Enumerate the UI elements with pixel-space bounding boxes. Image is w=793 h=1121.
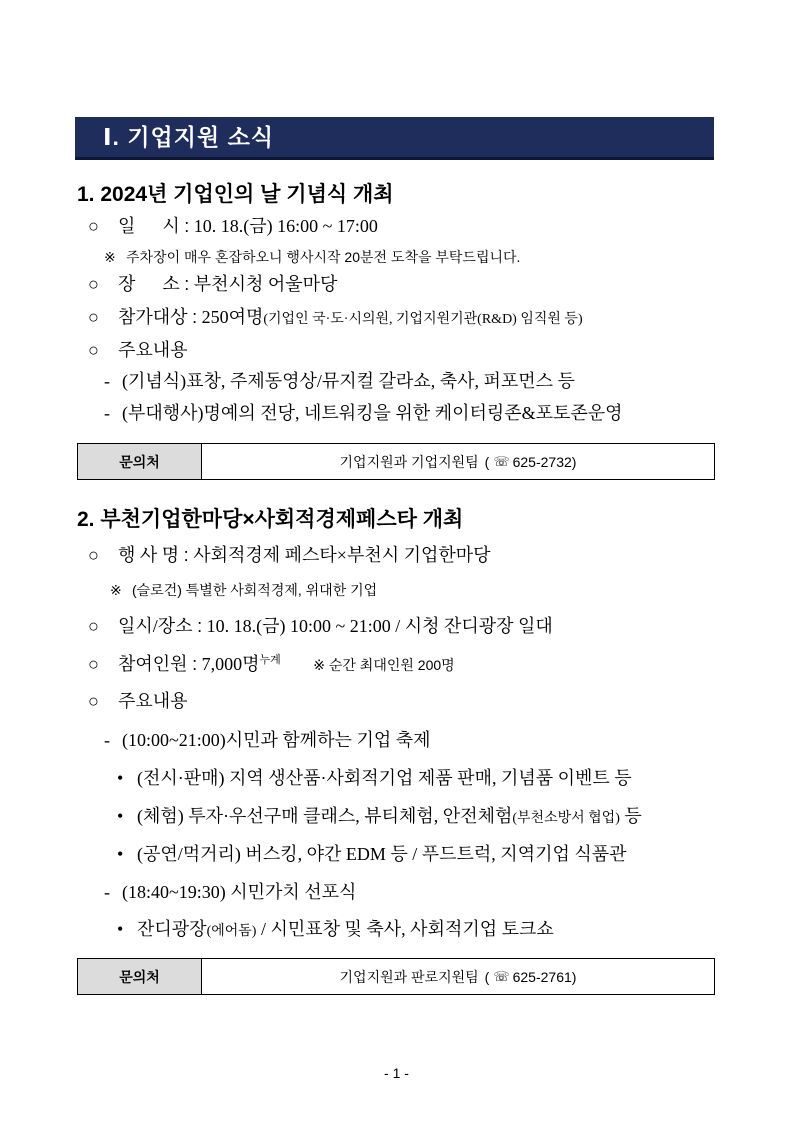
s2-participants-note: ※ 순간 최대인원 200명 bbox=[313, 657, 455, 673]
s2-contact-phone[interactable]: 625-2761 bbox=[512, 968, 572, 985]
page-number: - 1 - bbox=[384, 1065, 409, 1081]
dot-bullet: • bbox=[117, 919, 124, 939]
s2-bullet2-main: 잔디광장 bbox=[137, 919, 207, 939]
s1-date-row bbox=[88, 214, 378, 238]
s1-item-text: (기념식)표창, 주제동영상/뮤지컬 갈라쇼, 축사, 퍼포먼스 등 bbox=[122, 371, 575, 391]
s2-sub1-text: (10:00~21:00)시민과 함께하는 기업 축제 bbox=[122, 730, 431, 750]
s1-date-value: 10. 18.(금) 16:00 ~ 17:00 bbox=[193, 216, 378, 236]
s2-participants-row bbox=[88, 652, 455, 677]
s1-attendee-label: 참가대상 bbox=[118, 307, 188, 327]
s2-contact-value-cell: 기업지원과 판로지원팀 ( ☏ 625-2761 ) bbox=[339, 968, 577, 985]
s2-bullet-tail: 등 bbox=[619, 806, 642, 826]
colon: : bbox=[183, 545, 189, 565]
circle-bullet: ○ bbox=[88, 307, 99, 327]
dot-bullet: • bbox=[117, 768, 124, 788]
s1-place-value: 부천시청 어울마당 bbox=[193, 274, 338, 294]
s2-content-label: 주요내용 bbox=[118, 691, 188, 711]
s2-bullet-small: (부천소방서 협업) bbox=[512, 811, 620, 826]
s2-slogan-note bbox=[110, 578, 377, 604]
s1-attendee-detail: (기업인 국·도·시의원, 기업지원기관(R&D) 임직원 등) bbox=[263, 312, 583, 327]
s2-bullet-item bbox=[117, 766, 632, 790]
note-mark: ※ bbox=[110, 584, 122, 599]
section2-heading: 2. 부천기업한마당×사회적경제페스타 개최 bbox=[77, 508, 464, 531]
s2-bullet2-tail: / 시민표창 및 축사, 사회적기업 토크쇼 bbox=[256, 919, 554, 939]
s1-date-label: 일 시 bbox=[118, 216, 180, 236]
circle-bullet: ○ bbox=[88, 654, 99, 674]
s2-sub-item bbox=[104, 880, 356, 904]
s2-contact-value: 기업지원과 판로지원팀 bbox=[339, 968, 479, 985]
colon: : bbox=[197, 616, 203, 636]
s1-contact-value-cell: 기업지원과 기업지원팀 ( ☏ 625-2732 ) bbox=[339, 453, 577, 470]
s2-bullet-text: (체험) 투자·우선구매 클래스, 뷰티체험, 안전체험 bbox=[137, 806, 513, 826]
s2-datetime-row bbox=[88, 614, 553, 638]
s1-content-label: 주요내용 bbox=[118, 340, 188, 360]
circle-bullet: ○ bbox=[88, 616, 99, 636]
s2-bullet2-small: (에어돔) bbox=[206, 924, 257, 939]
circle-bullet: ○ bbox=[88, 274, 99, 294]
s2-sub-item bbox=[104, 728, 431, 752]
s2-datetime-value: 10. 18.(금) 10:00 ~ 21:00 / 시청 잔디광장 일대 bbox=[206, 616, 553, 636]
s1-item bbox=[104, 369, 575, 393]
dash-bullet: - bbox=[104, 371, 110, 391]
dot-bullet: • bbox=[117, 806, 124, 826]
colon: : bbox=[192, 654, 198, 674]
phone-icon: ☏ bbox=[493, 453, 510, 469]
dash-bullet: - bbox=[104, 403, 110, 423]
s2-bullet-text: (전시·판매) 지역 생산품·사회적기업 제품 판매, 기념품 이벤트 등 bbox=[137, 768, 632, 788]
s2-content-row bbox=[88, 689, 188, 713]
s1-item-text: (부대행사)명예의 전당, 네트워킹을 위한 케이터링존&포토존운영 bbox=[122, 403, 623, 423]
s2-bullet-item bbox=[117, 917, 554, 944]
s2-event-label: 행 사 명 bbox=[118, 545, 180, 565]
s1-contact-value: 기업지원과 기업지원팀 bbox=[339, 453, 479, 470]
circle-bullet: ○ bbox=[88, 545, 99, 565]
s2-sub2-text: (18:40~19:30) 시민가치 선포식 bbox=[122, 882, 357, 902]
s2-participants-label: 참여인원 bbox=[118, 654, 188, 674]
dash-bullet: - bbox=[104, 882, 110, 902]
section1-heading: 1. 2024년 기업인의 날 기념식 개최 bbox=[77, 183, 394, 206]
dot-bullet: • bbox=[117, 844, 124, 864]
s1-content-row bbox=[88, 338, 188, 362]
s2-datetime-label: 일시/장소 bbox=[118, 616, 193, 636]
s1-attendee-value: 250여명 bbox=[201, 307, 264, 327]
note-mark: ※ bbox=[104, 251, 116, 266]
s1-contact-box bbox=[77, 443, 715, 480]
section-banner: Ⅰ. 기업지원 소식 bbox=[75, 117, 714, 160]
s2-participants-sup: 누계 bbox=[259, 654, 281, 666]
colon: : bbox=[184, 216, 190, 236]
s1-contact-label: 문의처 bbox=[78, 444, 202, 479]
s1-place-label: 장 소 bbox=[118, 274, 180, 294]
circle-bullet: ○ bbox=[88, 691, 99, 711]
s2-slogan-text: (슬로건) 특별한 사회적경제, 위대한 기업 bbox=[132, 582, 378, 598]
s1-item bbox=[104, 401, 623, 425]
s1-attendee-row bbox=[88, 305, 583, 332]
colon: : bbox=[192, 307, 198, 327]
s1-parking-note-text: 주차장이 매우 혼잡하오니 행사시작 20분전 도착을 부탁드립니다. bbox=[126, 249, 521, 265]
phone-icon: ☏ bbox=[493, 968, 510, 984]
circle-bullet: ○ bbox=[88, 216, 99, 236]
s2-bullet-item bbox=[117, 842, 627, 866]
s1-place-row bbox=[88, 272, 337, 296]
s2-event-value: 사회적경제 페스타×부천시 기업한마당 bbox=[193, 545, 491, 565]
s2-bullet-text: (공연/먹거리) 버스킹, 야간 EDM 등 / 푸드트럭, 지역기업 식품관 bbox=[137, 844, 627, 864]
colon: : bbox=[184, 274, 190, 294]
s1-parking-note bbox=[104, 245, 520, 271]
dash-bullet: - bbox=[104, 730, 110, 750]
s2-bullet-item bbox=[117, 804, 642, 831]
s2-event-row bbox=[88, 543, 491, 567]
s2-participants-value: 7,000명 bbox=[201, 654, 260, 674]
s2-contact-label: 문의처 bbox=[78, 959, 202, 994]
s1-contact-phone[interactable]: 625-2732 bbox=[512, 453, 572, 470]
circle-bullet: ○ bbox=[88, 340, 99, 360]
s2-contact-box bbox=[77, 958, 715, 995]
